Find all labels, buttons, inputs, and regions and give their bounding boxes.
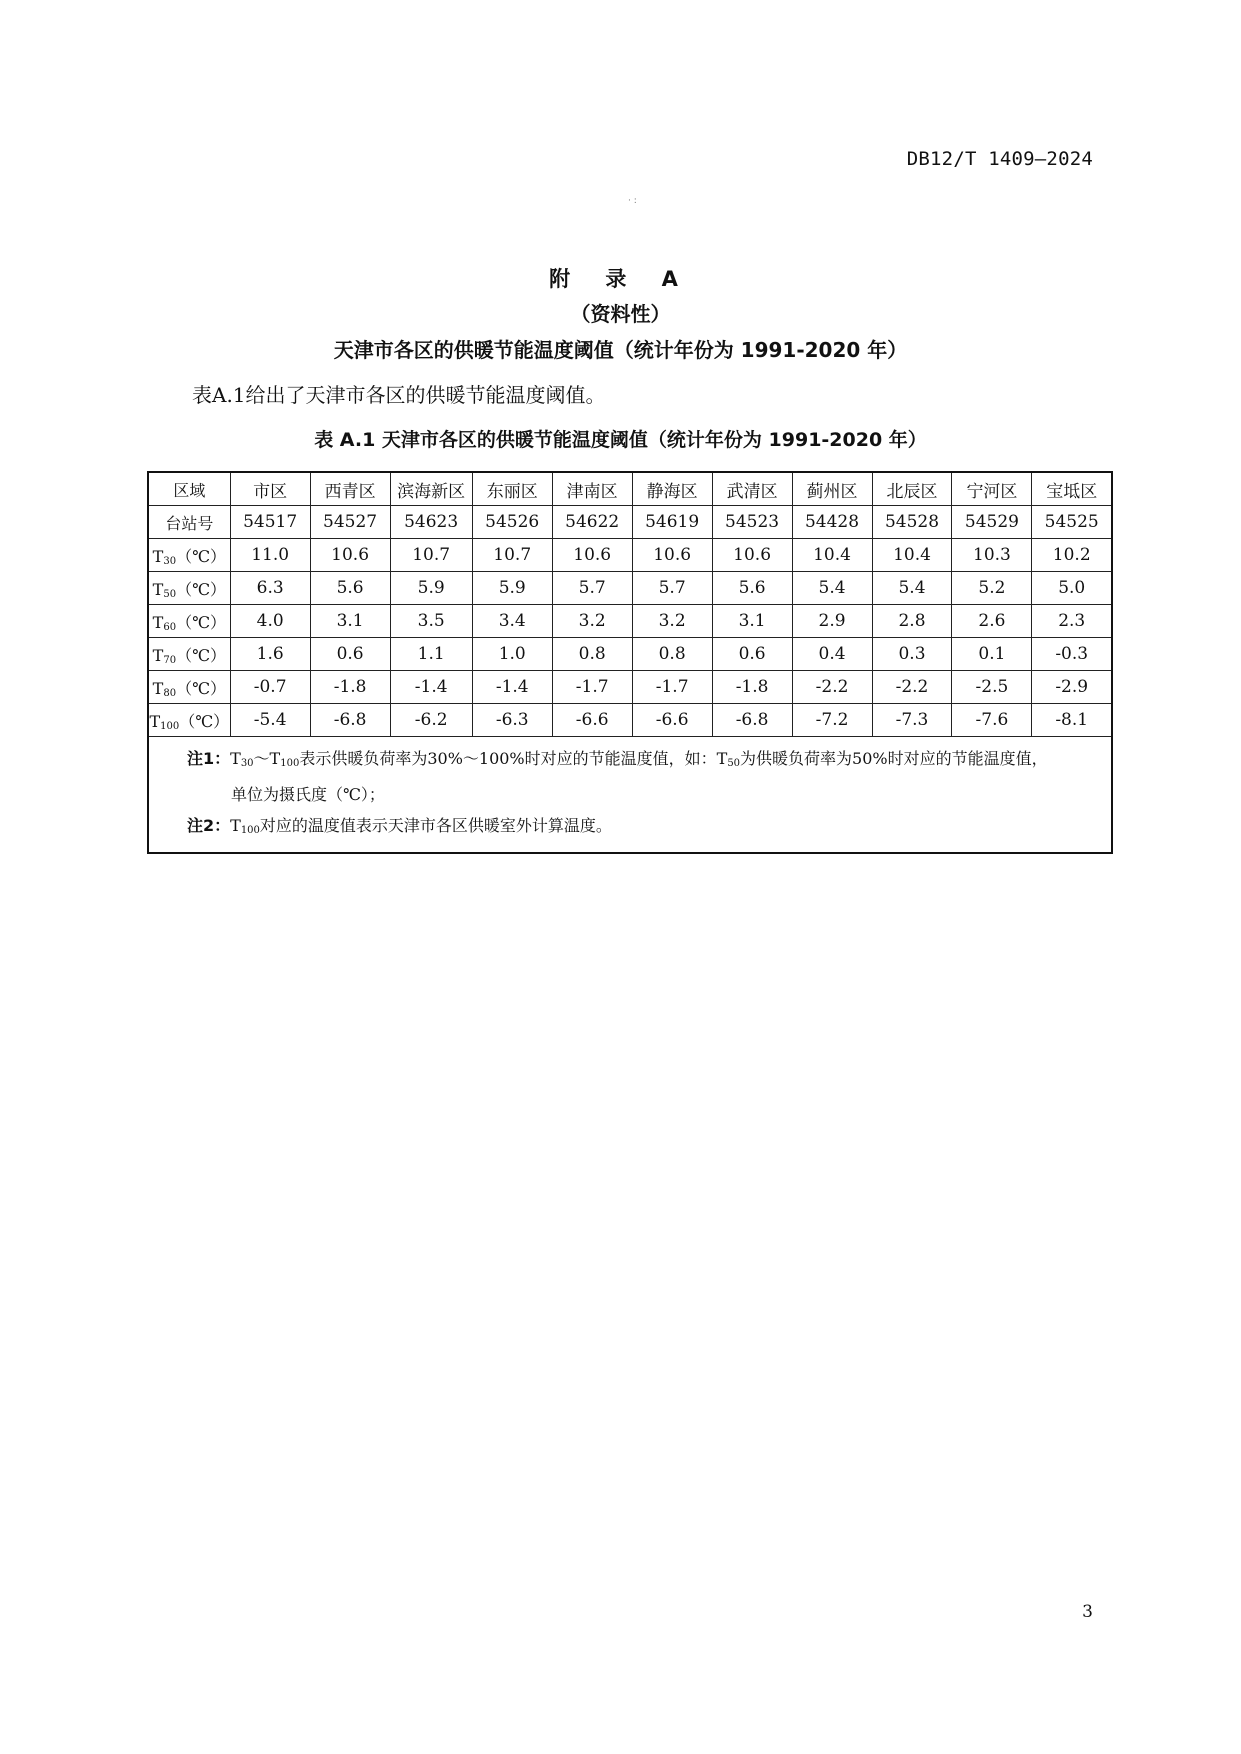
appendix-heading: [0, 262, 1241, 368]
threshold-value-cell: 6.3: [230, 572, 310, 605]
threshold-table-container: [147, 471, 1113, 854]
threshold-value-cell: 5.4: [792, 572, 872, 605]
station-cell: 54528: [872, 506, 952, 539]
threshold-value-cell: -6.2: [390, 704, 472, 737]
threshold-value-cell: 10.6: [552, 539, 632, 572]
threshold-value-cell: 10.4: [872, 539, 952, 572]
threshold-row-label: [148, 638, 230, 671]
threshold-value-cell: -6.6: [552, 704, 632, 737]
threshold-value-cell: 0.4: [792, 638, 872, 671]
scan-mark: · :: [628, 196, 637, 206]
threshold-symbol: T: [149, 711, 161, 731]
threshold-value-cell: -7.3: [872, 704, 952, 737]
header-label-cell: 区域: [148, 472, 230, 506]
threshold-value-cell: 1.1: [390, 638, 472, 671]
threshold-unit: （℃）: [176, 546, 226, 566]
threshold-value-cell: 10.4: [792, 539, 872, 572]
threshold-value-cell: 3.1: [310, 605, 390, 638]
threshold-value-cell: -1.4: [390, 671, 472, 704]
note-subscript: 30: [240, 758, 254, 769]
threshold-row-label: [148, 704, 230, 737]
threshold-subscript: 80: [163, 687, 177, 699]
threshold-value-cell: -2.9: [1032, 671, 1112, 704]
note-line: [187, 743, 1101, 779]
threshold-row: [148, 605, 1112, 638]
threshold-value-cell: 10.3: [952, 539, 1032, 572]
appendix-nature: （资料性）: [570, 302, 671, 326]
threshold-value-cell: 5.9: [390, 572, 472, 605]
threshold-value-cell: -6.6: [632, 704, 712, 737]
station-cell: 54622: [552, 506, 632, 539]
threshold-value-cell: 5.2: [952, 572, 1032, 605]
station-cell: 54525: [1032, 506, 1112, 539]
district-header-cell: 宝坻区: [1032, 472, 1112, 506]
district-header-cell: 蓟州区: [792, 472, 872, 506]
threshold-value-cell: 10.6: [310, 539, 390, 572]
station-cell: 54526: [472, 506, 552, 539]
threshold-value-cell: 0.6: [712, 638, 792, 671]
notes-cell: [148, 737, 1112, 854]
threshold-row-label: [148, 671, 230, 704]
station-label-cell: 台站号: [148, 506, 230, 539]
threshold-value-cell: 3.4: [472, 605, 552, 638]
header-row: [148, 472, 1112, 506]
threshold-value-cell: -7.6: [952, 704, 1032, 737]
threshold-value-cell: 2.8: [872, 605, 952, 638]
note-line: [187, 810, 1101, 846]
threshold-subscript: 100: [160, 720, 180, 732]
district-header-cell: 北辰区: [872, 472, 952, 506]
threshold-row: [148, 638, 1112, 671]
threshold-unit: （℃）: [176, 612, 226, 632]
district-header-cell: 武清区: [712, 472, 792, 506]
district-header-cell: 宁河区: [952, 472, 1032, 506]
threshold-symbol: T: [152, 579, 164, 599]
threshold-value-cell: 5.7: [632, 572, 712, 605]
table-body: [148, 472, 1112, 853]
threshold-row: [148, 671, 1112, 704]
district-header-cell: 西青区: [310, 472, 390, 506]
threshold-value-cell: -1.8: [310, 671, 390, 704]
threshold-subscript: 30: [163, 555, 177, 567]
threshold-row: [148, 572, 1112, 605]
threshold-value-cell: 0.8: [552, 638, 632, 671]
station-cell: 54623: [390, 506, 472, 539]
station-row: [148, 506, 1112, 539]
threshold-row-label: [148, 572, 230, 605]
threshold-table: [147, 471, 1113, 854]
district-header-cell: 东丽区: [472, 472, 552, 506]
threshold-symbol: T: [152, 612, 164, 632]
threshold-symbol: T: [152, 546, 164, 566]
threshold-value-cell: 5.6: [712, 572, 792, 605]
note-text: T: [230, 816, 241, 835]
threshold-value-cell: -0.3: [1032, 638, 1112, 671]
station-cell: 54527: [310, 506, 390, 539]
threshold-value-cell: 5.9: [472, 572, 552, 605]
threshold-unit: （℃）: [176, 579, 226, 599]
station-cell: 54517: [230, 506, 310, 539]
threshold-value-cell: 5.0: [1032, 572, 1112, 605]
note-text: T: [230, 749, 241, 768]
station-cell: 54428: [792, 506, 872, 539]
threshold-value-cell: 3.5: [390, 605, 472, 638]
page-number: 3: [1082, 1602, 1093, 1622]
threshold-value-cell: 10.7: [390, 539, 472, 572]
threshold-value-cell: -5.4: [230, 704, 310, 737]
threshold-unit: （℃）: [176, 678, 226, 698]
threshold-value-cell: -6.8: [712, 704, 792, 737]
table-caption: 表 A.1 天津市各区的供暖节能温度阈值（统计年份为 1991-2020 年）: [314, 429, 927, 451]
note-subscript: 100: [280, 758, 300, 769]
threshold-value-cell: 3.1: [712, 605, 792, 638]
threshold-row: [148, 704, 1112, 737]
threshold-subscript: 50: [163, 588, 177, 600]
threshold-value-cell: -1.8: [712, 671, 792, 704]
district-header-cell: 静海区: [632, 472, 712, 506]
threshold-row-label: [148, 539, 230, 572]
threshold-value-cell: 2.9: [792, 605, 872, 638]
threshold-row-label: [148, 605, 230, 638]
threshold-value-cell: 11.0: [230, 539, 310, 572]
note-label: 注1：: [187, 749, 231, 768]
threshold-row: [148, 539, 1112, 572]
note-text: ～T: [253, 749, 281, 768]
threshold-value-cell: -0.7: [230, 671, 310, 704]
threshold-value-cell: 2.6: [952, 605, 1032, 638]
threshold-value-cell: 1.0: [472, 638, 552, 671]
district-header-cell: 滨海新区: [390, 472, 472, 506]
district-header-cell: 市区: [230, 472, 310, 506]
note-subscript: 50: [727, 758, 741, 769]
threshold-value-cell: 10.7: [472, 539, 552, 572]
threshold-value-cell: -8.1: [1032, 704, 1112, 737]
note-subscript: 100: [240, 825, 260, 836]
threshold-value-cell: 0.6: [310, 638, 390, 671]
note-text: 表示供暖负荷率为30%～100%时对应的节能温度值，如：T: [299, 749, 728, 768]
threshold-symbol: T: [152, 678, 164, 698]
threshold-value-cell: -1.7: [552, 671, 632, 704]
threshold-value-cell: -2.5: [952, 671, 1032, 704]
threshold-value-cell: 3.2: [632, 605, 712, 638]
threshold-value-cell: 2.3: [1032, 605, 1112, 638]
station-cell: 54619: [632, 506, 712, 539]
threshold-symbol: T: [152, 645, 164, 665]
threshold-value-cell: -6.3: [472, 704, 552, 737]
appendix-title: 附 录 A: [549, 267, 692, 291]
threshold-value-cell: -1.7: [632, 671, 712, 704]
district-header-cell: 津南区: [552, 472, 632, 506]
notes-row: [148, 737, 1112, 854]
appendix-subject: 天津市各区的供暖节能温度阈值（统计年份为 1991-2020 年）: [333, 338, 908, 362]
threshold-value-cell: 5.7: [552, 572, 632, 605]
note-label: 注2：: [187, 816, 231, 835]
threshold-value-cell: 10.6: [632, 539, 712, 572]
threshold-value-cell: -2.2: [792, 671, 872, 704]
document-code: DB12/T 1409—2024: [906, 148, 1093, 170]
threshold-unit: （℃）: [176, 645, 226, 665]
threshold-value-cell: 0.8: [632, 638, 712, 671]
threshold-value-cell: 0.1: [952, 638, 1032, 671]
threshold-value-cell: -6.8: [310, 704, 390, 737]
note-text: 对应的温度值表示天津市各区供暖室外计算温度。: [259, 816, 612, 835]
threshold-value-cell: 5.4: [872, 572, 952, 605]
intro-paragraph: 表A.1给出了天津市各区的供暖节能温度阈值。: [192, 383, 606, 407]
threshold-value-cell: 3.2: [552, 605, 632, 638]
threshold-value-cell: 0.3: [872, 638, 952, 671]
threshold-subscript: 60: [163, 621, 177, 633]
threshold-value-cell: 1.6: [230, 638, 310, 671]
threshold-value-cell: 10.6: [712, 539, 792, 572]
threshold-value-cell: -2.2: [872, 671, 952, 704]
threshold-value-cell: 5.6: [310, 572, 390, 605]
note-text: 为供暖负荷率为50%时对应的节能温度值，: [740, 749, 1048, 768]
station-cell: 54529: [952, 506, 1032, 539]
station-cell: 54523: [712, 506, 792, 539]
threshold-value-cell: 10.2: [1032, 539, 1112, 572]
threshold-subscript: 70: [163, 654, 177, 666]
threshold-value-cell: 4.0: [230, 605, 310, 638]
threshold-value-cell: -1.4: [472, 671, 552, 704]
threshold-value-cell: -7.2: [792, 704, 872, 737]
threshold-unit: （℃）: [179, 711, 230, 731]
note-continuation: 单位为摄氏度（℃）；: [231, 785, 385, 804]
